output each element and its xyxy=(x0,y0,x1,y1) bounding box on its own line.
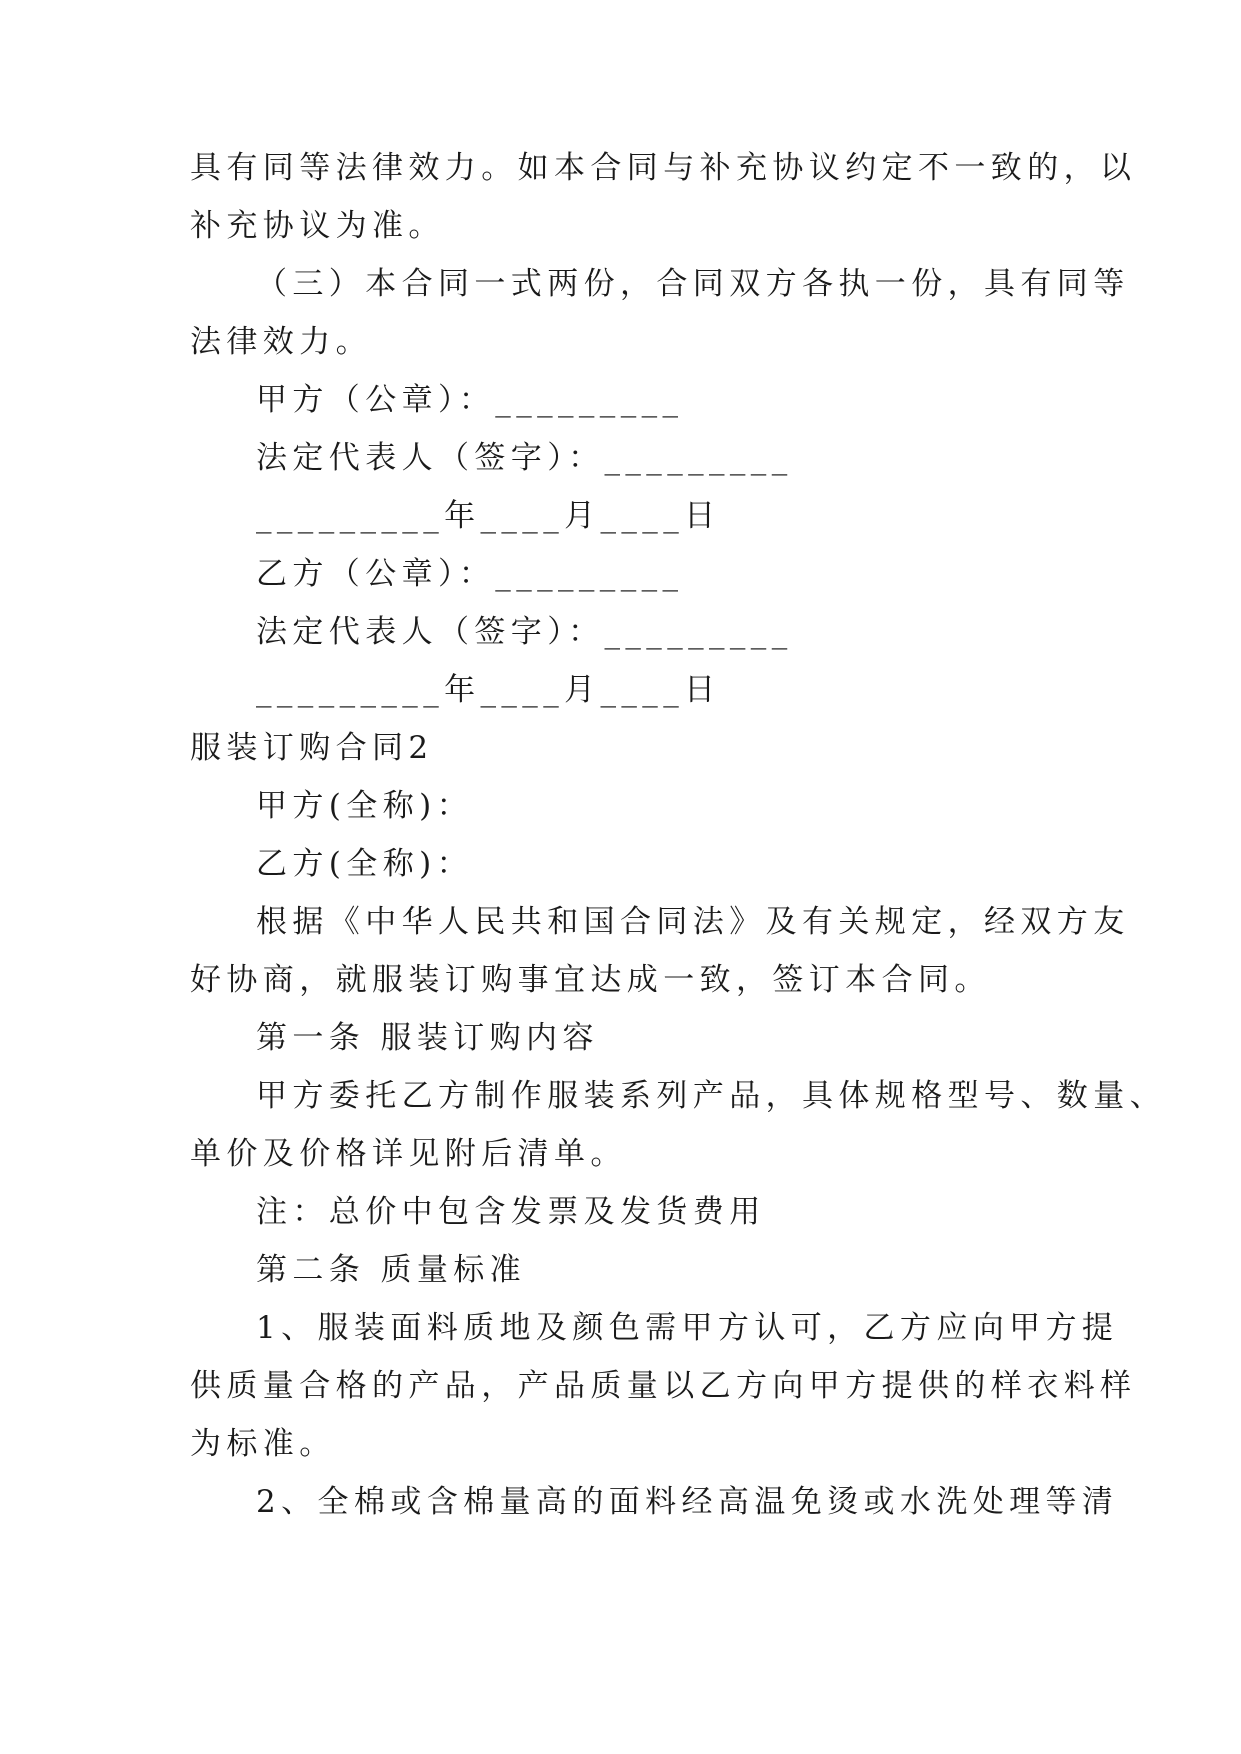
section-heading: 服装订购合同2 xyxy=(190,730,434,766)
article-heading: 第一条 服装订购内容 xyxy=(256,1020,599,1056)
text-line: （三）本合同一式两份，合同双方各执一份，具有同等 xyxy=(256,266,1130,302)
date-line: _________年____月____日 xyxy=(256,672,721,708)
text-line: 甲方委托乙方制作服装系列产品，具体规格型号、数量、 xyxy=(256,1078,1166,1114)
text-line: 根据《中华人民共和国合同法》及有关规定，经双方友 xyxy=(256,904,1130,940)
text-line: 好协商，就服装订购事宜达成一致，签订本合同。 xyxy=(190,962,991,998)
signature-line: 法定代表人（签字）：_________ xyxy=(256,614,793,650)
text-line: 具有同等法律效力。如本合同与补充协议约定不一致的，以 xyxy=(190,150,1137,186)
party-line: 甲方(全称)： xyxy=(256,788,473,824)
signature-line: 甲方（公章）：_________ xyxy=(256,382,684,418)
signature-line: 乙方（公章）：_________ xyxy=(256,556,684,592)
date-line: _________年____月____日 xyxy=(256,498,721,534)
text-line: 单价及价格详见附后清单。 xyxy=(190,1136,627,1172)
text-line: 1、服装面料质地及颜色需甲方认可，乙方应向甲方提 xyxy=(256,1310,1119,1346)
text-line: 2、全棉或含棉量高的面料经高温免烫或水洗处理等清 xyxy=(256,1484,1119,1520)
text-line: 供质量合格的产品，产品质量以乙方向甲方提供的样衣料样 xyxy=(190,1368,1137,1404)
text-line: 为标准。 xyxy=(190,1426,336,1462)
text-line: 法律效力。 xyxy=(190,324,372,360)
text-line: 补充协议为准。 xyxy=(190,208,445,244)
note-line: 注：总价中包含发票及发货费用 xyxy=(256,1194,766,1230)
party-line: 乙方(全称)： xyxy=(256,846,473,882)
signature-line: 法定代表人（签字）：_________ xyxy=(256,440,793,476)
article-heading: 第二条 质量标准 xyxy=(256,1252,527,1288)
